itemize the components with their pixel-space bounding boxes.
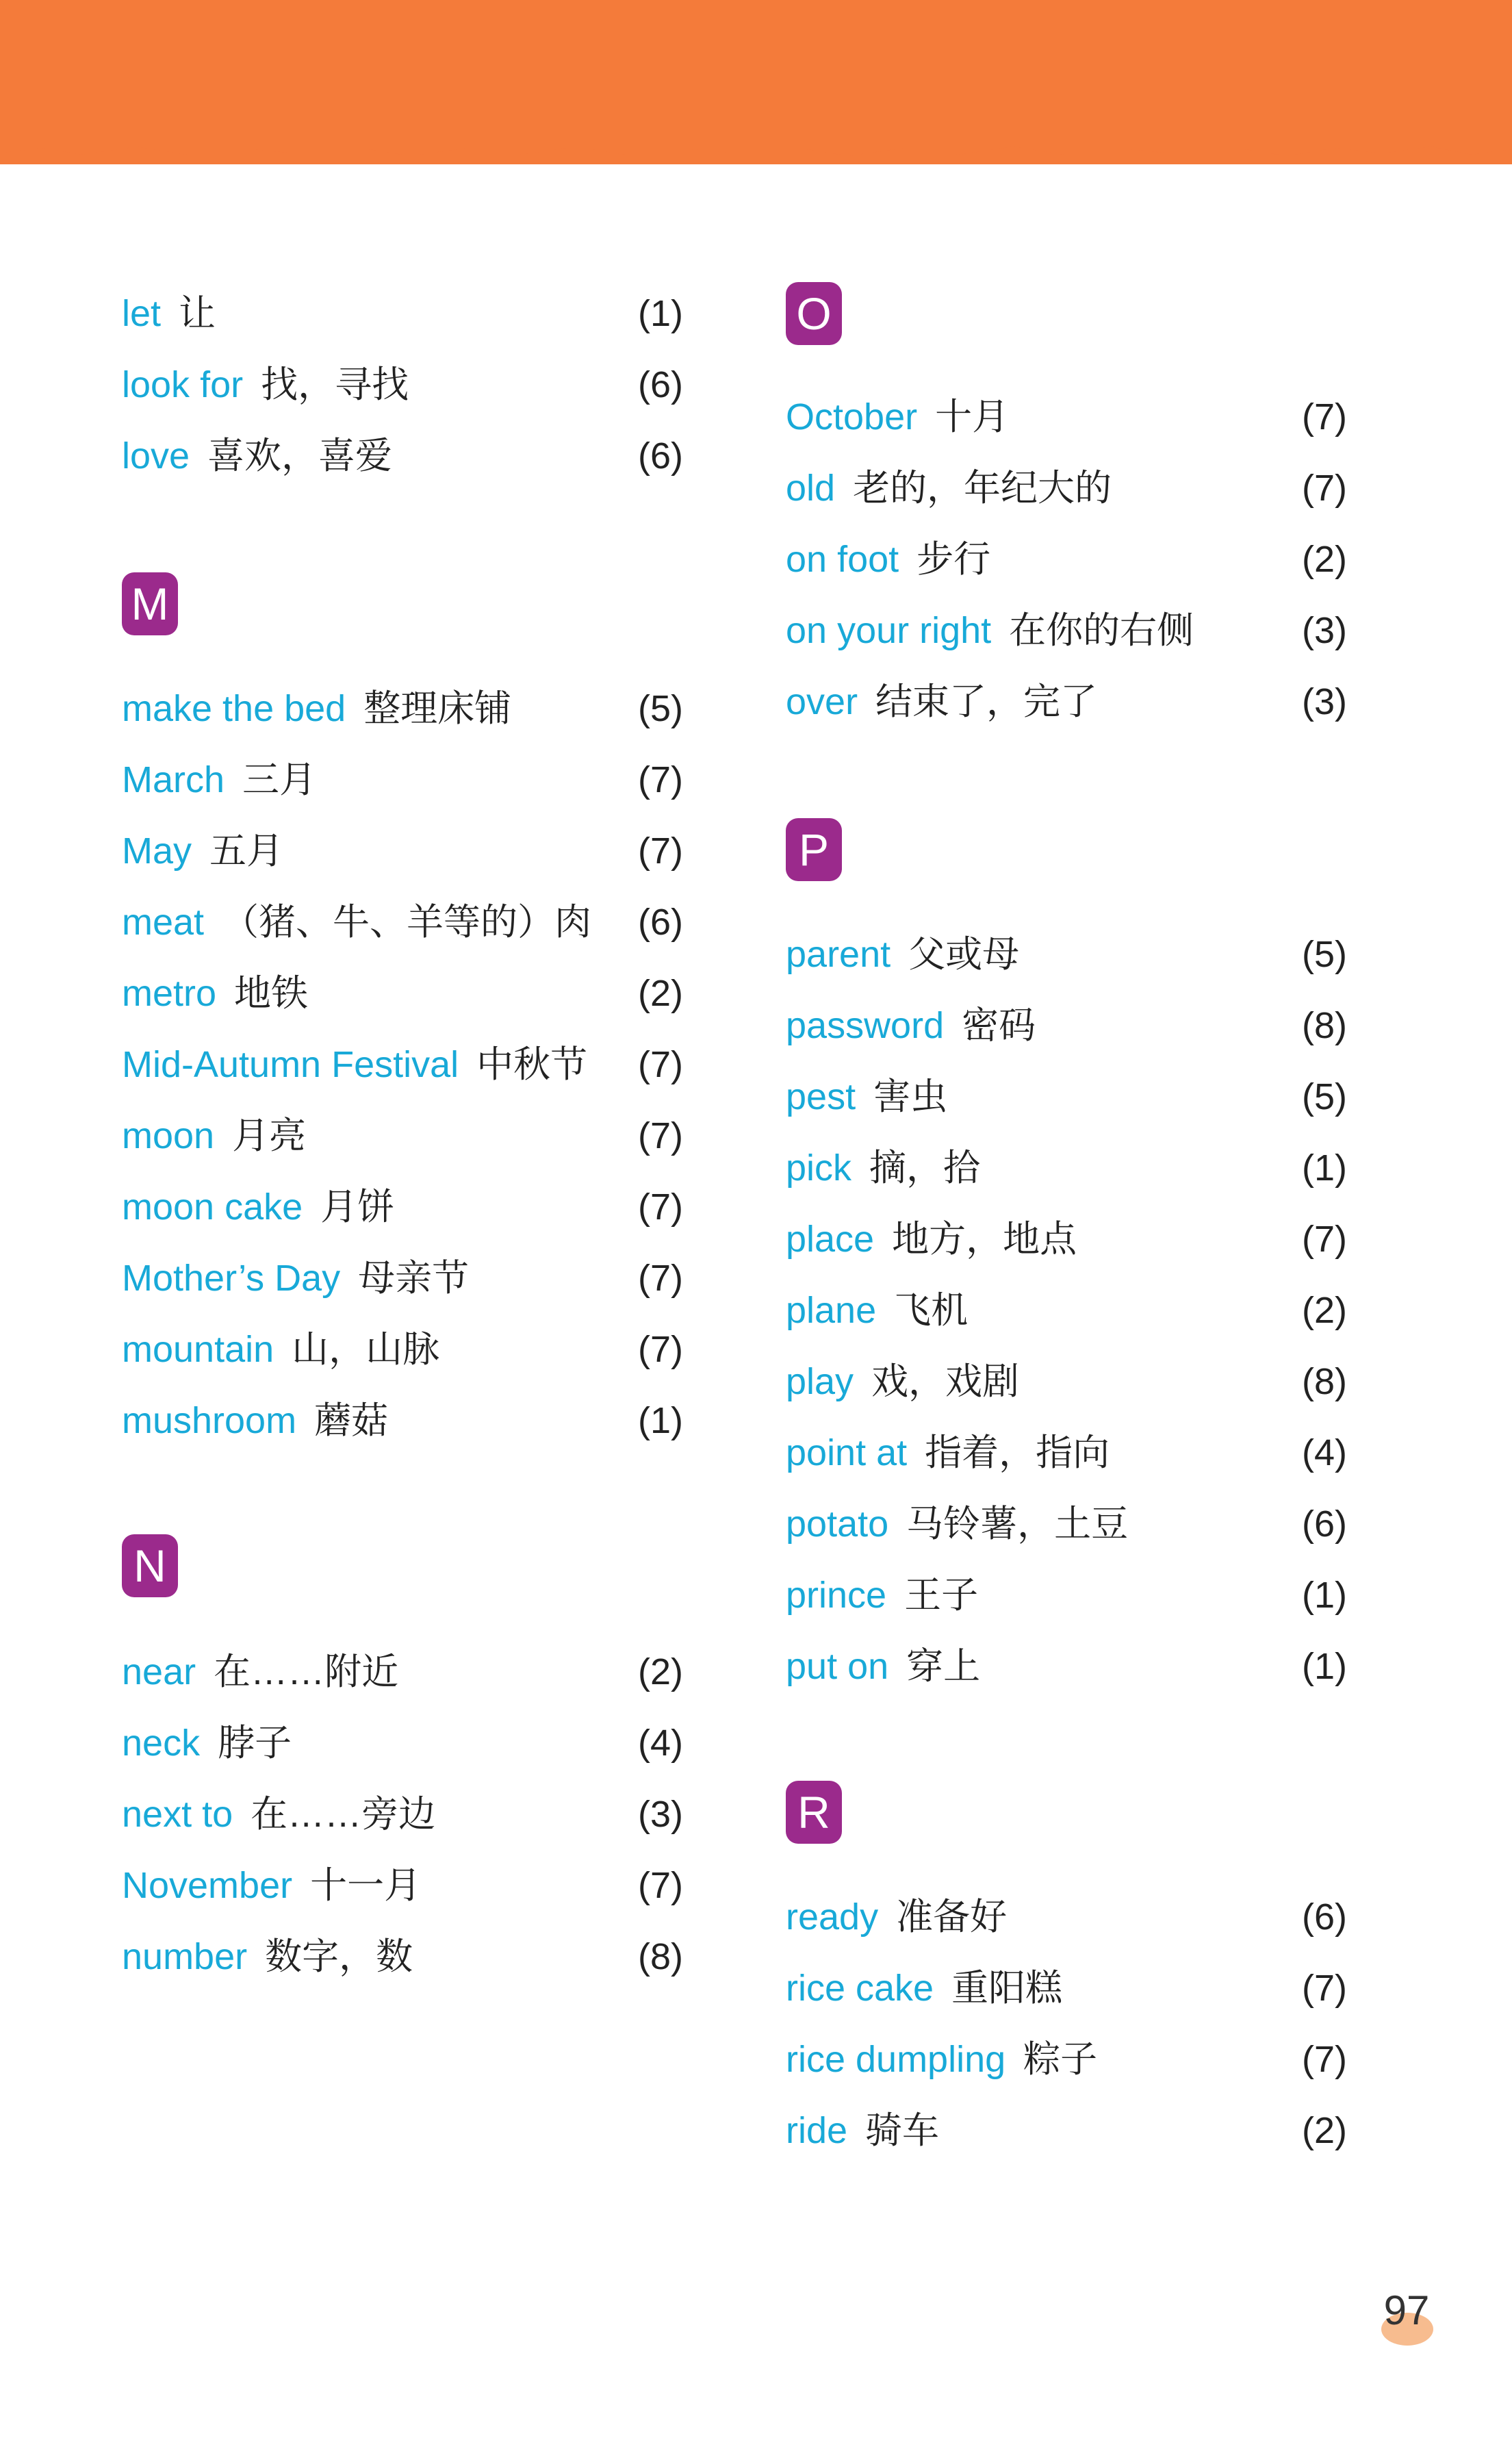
entry-unit: (3): [638, 1794, 683, 1835]
entry-meaning: 摘，拾: [869, 1147, 981, 1189]
entry: [122, 891, 683, 953]
entry-meaning: 三月: [242, 759, 317, 800]
entry-word: rice cake: [786, 1968, 934, 2009]
entry-unit: (7): [1302, 1968, 1347, 2009]
entry-word: prince: [786, 1575, 887, 1616]
entry-meaning: 在你的右侧: [1009, 610, 1194, 651]
entry: [786, 2100, 1347, 2161]
entry: [122, 1783, 683, 1845]
entry-word: Mid-Autumn Festival: [122, 1044, 459, 1085]
entry-unit: (2): [638, 973, 683, 1014]
entry-word: November: [122, 1865, 293, 1906]
entry-meaning: 月亮: [232, 1115, 307, 1156]
entry: [122, 749, 683, 811]
letter-badge-o: O: [786, 282, 842, 345]
entry: [786, 2029, 1347, 2090]
entry-unit: (3): [1302, 610, 1347, 651]
entry-meaning: 穿上: [906, 1646, 981, 1687]
entry-unit: (7): [638, 759, 683, 800]
entry-meaning: 马铃薯，土豆: [906, 1503, 1129, 1545]
entry-word: put on: [786, 1646, 889, 1687]
entry: [786, 1957, 1347, 2019]
entry-word: moon: [122, 1115, 215, 1156]
letter-badge-m: M: [122, 572, 178, 635]
entry-unit: (2): [1302, 1290, 1347, 1331]
entry-unit: (7): [638, 1329, 683, 1370]
entry-unit: (1): [638, 293, 683, 334]
entry-word: play: [786, 1361, 854, 1402]
entry-meaning: 喜欢，喜爱: [207, 435, 393, 477]
entry: [122, 1926, 683, 1988]
entry-unit: (1): [638, 1400, 683, 1441]
entry: [786, 1422, 1347, 1484]
entry-word: password: [786, 1005, 945, 1046]
entry-meaning: 十月: [935, 396, 1010, 437]
page-number: [1369, 2280, 1444, 2341]
entry-word: place: [786, 1219, 875, 1260]
entry-unit: (4): [638, 1723, 683, 1764]
entry: [786, 600, 1347, 661]
entry: [786, 1493, 1347, 1555]
letter-badge-p: P: [786, 818, 842, 881]
entry-unit: (4): [1302, 1432, 1347, 1473]
entry-meaning: 飞机: [894, 1290, 969, 1331]
entry-meaning: （猪、牛、羊等的）肉: [222, 902, 592, 943]
entry-meaning: 密码: [962, 1005, 1036, 1046]
entry-meaning: 脖子: [218, 1723, 292, 1764]
entry-unit: (7): [638, 830, 683, 872]
entry-meaning: 蘑菇: [314, 1400, 389, 1441]
entry-word: May: [122, 830, 192, 872]
entry-unit: (7): [638, 1865, 683, 1906]
entry-word: make the bed: [122, 688, 346, 729]
entry-unit: (7): [1302, 1219, 1347, 1260]
entry-meaning: 十一月: [310, 1865, 422, 1906]
entry-unit: (6): [1302, 1503, 1347, 1545]
entry: [122, 1641, 683, 1703]
entry: [122, 1247, 683, 1309]
entry-word: October: [786, 396, 918, 437]
entry: [786, 995, 1347, 1056]
entry-meaning: 母亲节: [358, 1258, 470, 1299]
entry-meaning: 在……附近: [214, 1651, 399, 1692]
entry-word: Mother’s Day: [122, 1258, 341, 1299]
letter-badge-r: R: [786, 1781, 842, 1844]
entry-word: let: [122, 293, 162, 334]
entry: [786, 924, 1347, 985]
header-banner: [0, 0, 1512, 164]
entry: [786, 529, 1347, 590]
entry-word: moon cake: [122, 1186, 303, 1228]
entry-word: mushroom: [122, 1400, 297, 1441]
entry-word: March: [122, 759, 225, 800]
entry-unit: (6): [1302, 1896, 1347, 1938]
entry-word: neck: [122, 1723, 201, 1764]
entry-unit: (7): [1302, 396, 1347, 437]
entry: [122, 963, 683, 1024]
entry-word: next to: [122, 1794, 233, 1835]
entry-meaning: 步行: [917, 539, 991, 580]
entry-meaning: 父或母: [908, 934, 1020, 975]
entry: [786, 1066, 1347, 1128]
entry-word: number: [122, 1936, 248, 1977]
entry-word: ride: [786, 2110, 848, 2151]
entry-word: ready: [786, 1896, 879, 1938]
entry-unit: (1): [1302, 1575, 1347, 1616]
entry: [786, 1564, 1347, 1626]
entry-meaning: 戏，戏剧: [871, 1361, 1020, 1402]
entry-meaning: 王子: [904, 1575, 979, 1616]
entry-word: metro: [122, 973, 217, 1014]
entry-meaning: 指着，指向: [925, 1432, 1110, 1473]
entry-word: near: [122, 1651, 196, 1692]
entry: [786, 1208, 1347, 1270]
entry: [122, 1176, 683, 1238]
torn-edge: [0, 130, 1512, 171]
entry-unit: (8): [638, 1936, 683, 1977]
entry-meaning: 粽子: [1023, 2039, 1098, 2080]
entry-word: old: [786, 468, 836, 509]
entry-unit: (3): [1302, 681, 1347, 722]
entry-word: mountain: [122, 1329, 274, 1370]
entry-meaning: 五月: [209, 830, 284, 872]
entry-meaning: 地铁: [234, 973, 309, 1014]
entry-unit: (8): [1302, 1005, 1347, 1046]
entry: [122, 354, 683, 416]
entry: [122, 1319, 683, 1380]
page-number-text: 97: [1383, 2287, 1430, 2333]
entry-unit: (6): [638, 364, 683, 405]
entry-unit: (6): [638, 435, 683, 477]
entry-word: potato: [786, 1503, 889, 1545]
entry-meaning: 让: [179, 293, 216, 334]
entry-unit: (1): [1302, 1147, 1347, 1189]
entry-unit: (7): [638, 1186, 683, 1228]
entry: [122, 1390, 683, 1451]
entry-word: on your right: [786, 610, 992, 651]
entry-word: over: [786, 681, 858, 722]
entry-meaning: 山，山脉: [292, 1329, 440, 1370]
entry: [786, 1351, 1347, 1412]
entry: [122, 1105, 683, 1167]
entry-unit: (8): [1302, 1361, 1347, 1402]
entry-word: rice dumpling: [786, 2039, 1006, 2080]
entry-word: point at: [786, 1432, 908, 1473]
entry-meaning: 在……旁边: [251, 1794, 436, 1835]
entry: [786, 386, 1347, 448]
entry-word: plane: [786, 1290, 877, 1331]
entry-unit: (6): [638, 902, 683, 943]
entry-meaning: 结束了，完了: [875, 681, 1098, 722]
entry-meaning: 整理床铺: [363, 688, 512, 729]
entry: [122, 678, 683, 739]
entry-word: meat: [122, 902, 205, 943]
entry-meaning: 找，寻找: [261, 364, 409, 405]
entry-word: love: [122, 435, 190, 477]
entry: [122, 1855, 683, 1916]
entry: [122, 820, 683, 882]
entry-unit: (7): [1302, 2039, 1347, 2080]
entry-unit: (1): [1302, 1646, 1347, 1687]
entry-unit: (2): [638, 1651, 683, 1692]
entry-unit: (2): [1302, 2110, 1347, 2151]
entry-unit: (7): [1302, 468, 1347, 509]
entry-meaning: 数字，数: [265, 1936, 413, 1977]
entry: [122, 1712, 683, 1774]
letter-badge-n: N: [122, 1534, 178, 1597]
entry-word: on foot: [786, 539, 899, 580]
entry: [786, 1137, 1347, 1199]
entry-unit: (7): [638, 1258, 683, 1299]
entry-meaning: 准备好: [896, 1896, 1008, 1938]
entry: [122, 283, 683, 344]
entry-unit: (5): [1302, 934, 1347, 975]
entry-meaning: 地方，地点: [892, 1219, 1077, 1260]
entry-meaning: 害虫: [873, 1076, 948, 1117]
entry: [786, 671, 1347, 733]
entry-word: parent: [786, 934, 891, 975]
entry: [786, 1886, 1347, 1948]
entry-unit: (7): [638, 1115, 683, 1156]
entry-unit: (7): [638, 1044, 683, 1085]
entry: [122, 1034, 683, 1095]
entry-word: look for: [122, 364, 244, 405]
entry-unit: (5): [638, 688, 683, 729]
entry-word: pest: [786, 1076, 856, 1117]
entry-meaning: 中秋节: [476, 1044, 588, 1085]
entry: [122, 425, 683, 487]
entry-meaning: 重阳糕: [951, 1968, 1063, 2009]
entry-unit: (5): [1302, 1076, 1347, 1117]
entry: [786, 457, 1347, 519]
entry-meaning: 月饼: [320, 1186, 395, 1228]
entry-word: pick: [786, 1147, 852, 1189]
entry: [786, 1280, 1347, 1341]
entry-unit: (2): [1302, 539, 1347, 580]
entry-meaning: 老的，年纪大的: [853, 468, 1112, 509]
entry: [786, 1636, 1347, 1697]
entry-meaning: 骑车: [865, 2110, 940, 2151]
